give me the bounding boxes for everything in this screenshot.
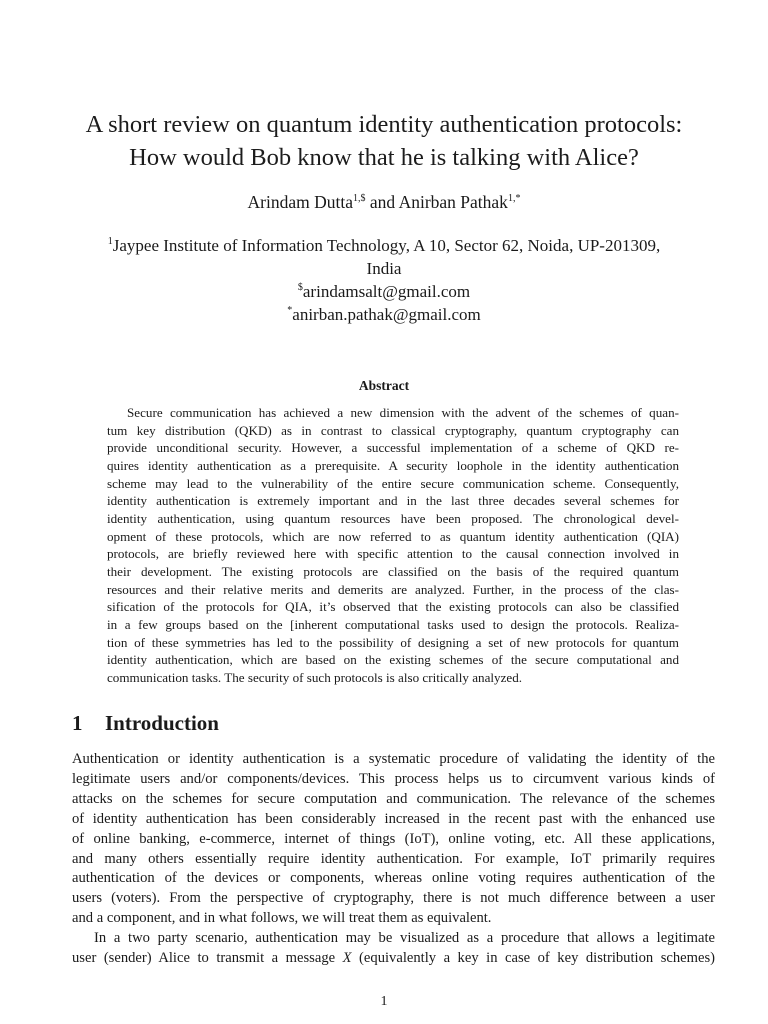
abstract-line: Secure communication has achieved a new dimension with the advent of the schemes of quan- [127,405,679,420]
author-conjunction: and [365,192,399,212]
abstract-body [107,404,679,687]
section-number: 1 [72,711,83,735]
abstract-line: identity authentication, using quantum resources have been proposed. The chronological devel- [107,510,679,526]
introduction-body [72,750,715,969]
email-1-address: arindamsalt@gmail.com [302,282,471,301]
abstract-line: scheme may lead to the vulnerability of the entire secure communication scheme. Consequently, [107,475,679,491]
abstract-line: identity authentication is extremely important and in the last three decades several schemes for [107,493,679,509]
abstract-line: their development. The existing protocols are classified on the basis of the required quantum [107,563,679,579]
paper-title [40,108,728,174]
intro-line: and a component, and in what follows, we will treat them as equivalent. [72,910,492,927]
intro-line: Authentication or identity authentication is a systematic procedure of validating the identity of the [72,751,715,767]
section-title: Introduction [105,711,219,735]
abstract-line: provide unconditional security. However, a successful implementation of a scheme of QKD re- [107,440,679,456]
title-line-1: A short review on quantum identity authentication protocols: [85,111,683,138]
affiliation-text: Jaypee Institute of Information Technology, A 10, Sector 62, Noida, UP-201309, [112,236,661,255]
intro-line: attacks on the schemes for secure computation and communication. The relevance of the schemes [72,790,715,807]
affiliation-line-2: India [366,259,402,278]
author-2-superscript: 1,* [507,193,521,204]
email-2-superscript: * [287,305,293,316]
affiliation-line-1 [60,234,708,257]
math-variable-x: X [342,950,352,967]
intro-line: authentication of the devices or components, whereas online voting requires authentication of the [72,870,715,887]
section-heading [72,711,219,736]
intro-line: of identity authentication has been considerably increased in the recent past with the enhanced use [72,810,715,827]
intro-line: and many others essentially require identity authentication. For example, IoT primarily requires [72,850,715,867]
affiliation-superscript: 1 [107,236,113,247]
abstract-line: resources and their relative merits and demerits are analyzed. Further, in the process of the clas- [107,581,679,597]
abstract-heading: Abstract [358,378,410,393]
abstract-line: in a few groups based on the [inherent computational tasks used to design the protocols. Realiza- [107,616,679,632]
email-2 [60,303,708,326]
author-1-superscript: 1,$ [353,193,366,204]
intro-line: users (voters). From the perspective of cryptography, there is not much difference between a user [72,890,715,907]
page-number: 1 [380,994,388,1009]
intro-text: (equivalently a key in case of key distribution schemes) [351,950,715,967]
abstract-line: protocols, are briefly reviewed here with specific attention to the causal connection involved in [107,546,679,562]
intro-text: user (sender) Alice to transmit a message [72,950,343,967]
intro-line: legitimate users and/or components/devices. This process helps us to circumvent various kinds of [72,770,715,787]
email-1-superscript: $ [297,282,303,293]
abstract-line: tion of these symmetries has led to the possibility of designing a set of new protocols for quantum [107,634,679,650]
intro-line [72,949,715,969]
abstract-line: communication tasks. The security of such protocols is also critically analyzed. [107,669,523,685]
intro-line: In a two party scenario, authentication may be visualized as a procedure that allows a legitimate [94,930,715,947]
title-line-2: How would Bob know that he is talking with Alice? [129,144,639,171]
affiliation-block [60,234,708,326]
abstract-line: tum key distribution (QKD) as in contrast to classical cryptography, quantum cryptography can [107,422,679,438]
email-2-address: anirban.pathak@gmail.com [292,305,481,324]
author-1-name: Arindam Dutta [247,192,354,212]
abstract-line: quires identity authentication as a prerequisite. A security loophole in the identity authentication [107,457,679,473]
author-2-name: Anirban Pathak [398,192,508,212]
abstract-line: opment of these protocols, which are now referred to as quantum identity authentication (QIA) [107,528,679,544]
abstract-line: identity authentication, which are based on the existing schemes of the secure computational and [107,652,679,668]
abstract-line: sification of the protocols for QIA, it’s observed that the existing protocols can also be classified [107,599,679,615]
intro-line: of online banking, e-commerce, internet of things (IoT), online voting, etc. All these applications, [72,830,715,847]
author-list [0,192,768,213]
email-1 [60,280,708,303]
